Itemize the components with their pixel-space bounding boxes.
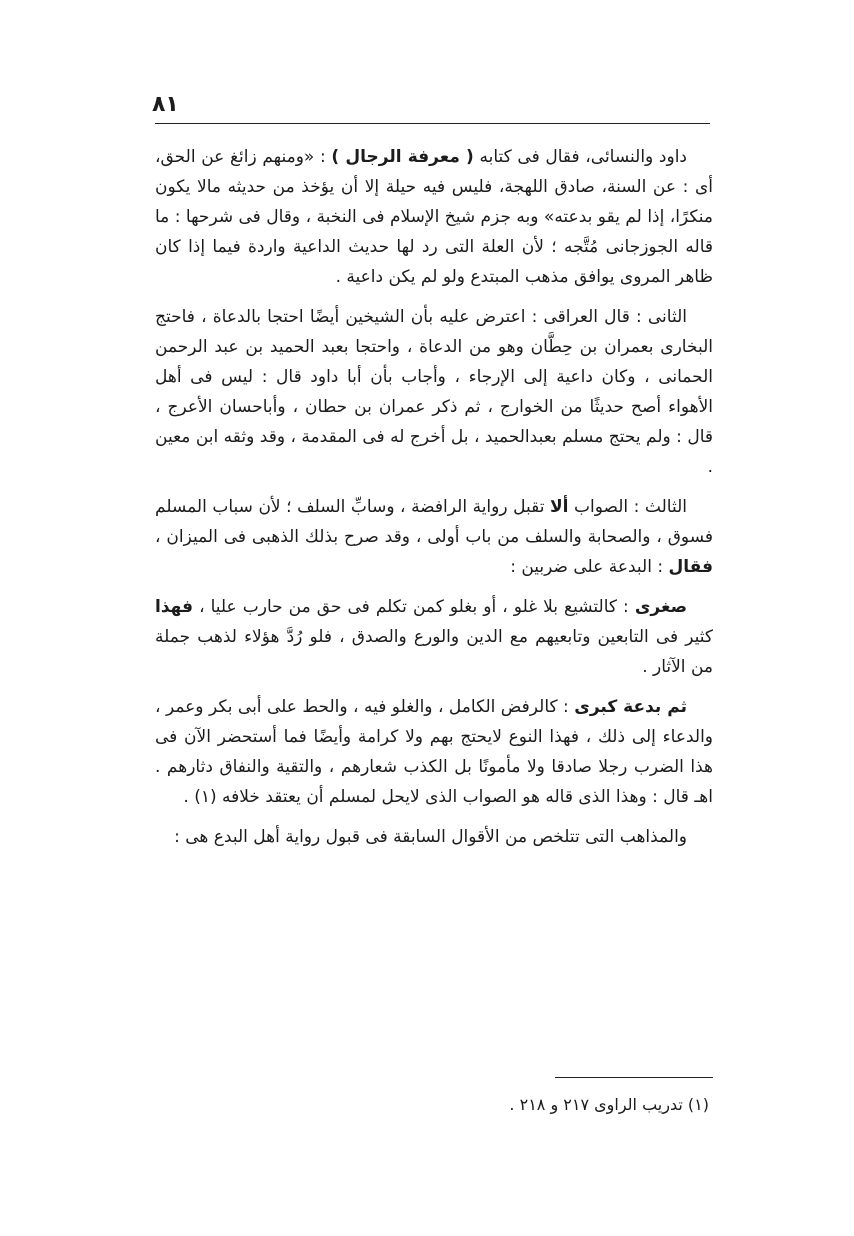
text-segment: : البدعة على ضربين : [510,557,669,577]
text-segment: تقبل رواية الرافضة ، وسابِّ السلف ؛ لأن سباب المسلم فسوق ، والصحابة والسلف من باب أولى ، وقد صرح بذلك الذهبى فى الميزان ، [155,497,713,547]
bold-text-segment: ثم بدعة كبرى [574,697,687,717]
text-segment: الثالث : الصواب [568,497,687,517]
text-segment: والمذاهب التى تتلخص من الأقوال السابقة فى قبول رواية أهل البدع هى : [174,827,687,847]
footnote-rule [555,1077,713,1078]
paragraph [155,142,713,292]
text-segment: كثير فى التابعين وتابعيهم مع الدين والورع والصدق ، فلو رُدَّ هؤلاء لذهب جملة من الآثار . [155,627,713,677]
bold-text-segment: صغرى [634,597,687,617]
paragraph [155,822,713,852]
paragraph [155,492,713,582]
bold-text-segment: ( معرفة الرجال ) [331,147,474,167]
text-segment: داود والنسائى، فقال فى كتابه [473,147,687,167]
text-segment: : «ومنهم زائغ عن الحق، أى : عن السنة، صادق اللهجة، فليس فيه حيلة إلا أن يؤخذ من حديثه مالا يكون منكرًا، إذا لم يقو بدعته» وبه جزم شيخ الإسلام فى النخبة ، وقال فى شرحها : ما قاله الجوزجانى مُتَّجه ؛ لأن العلة التى رد لها حديث الداعية واردة فيما إذا كان ظاهر المروى يوافق مذهب المبتدع ولو لم يكن داعية . [155,147,713,287]
bold-text-segment: فقال [668,557,713,577]
text-segment: : كالتشيع بلا غلو ، أو بغلو كمن تكلم فى حق من حارب عليا ، [193,597,635,617]
page-number: ٨١ [152,92,179,117]
bold-text-segment: ألا [549,497,569,517]
text-segment: الثانى : قال العراقى : اعترض عليه بأن الشيخين أيضًا احتجا بالدعاة ، فاحتج البخارى بعمران بن حِطَّان وهو من الدعاة ، واحتجا بعبد الحميد بن عبد الرحمن الحمانى ، وكان داعية إلى الإرجاء ، وأجاب بأن أبا داود قال : ليس فى أهل الأهواء أصح حديثًا من الخوارج ، ثم ذكر عمران بن حطان ، وأباحسان الأعرج ، قال : ولم يحتج مسلم بعبدالحميد ، بل أخرج له فى المقدمة ، وقد وثقه ابن معين . [155,307,713,477]
text-segment: : كالرفض الكامل ، والغلو فيه ، والحط على أبى بكر وعمر ، والدعاء إلى ذلك ، فهذا النوع لايحتج بهم ولا كرامة وأيضًا فما أستحضر الآن فى هذا الضرب رجلا صادقا ولا مأمونًا بل الكذب شعارهم ، والتقية والنفاق دثارهم . اهـ قال : وهذا الذى قاله هو الصواب الذى لايحل لمسلم أن يعتقد خلافه [155,697,713,807]
body-text [155,142,713,862]
bold-text-segment: فهذا [155,597,194,617]
text-segment: (١) . [183,787,223,807]
paragraph [155,592,713,682]
header-rule [155,123,710,124]
paragraph [155,302,713,482]
footnote: (١) تدريب الراوى ٢١٧ و ٢١٨ . [509,1095,709,1114]
paragraph [155,692,713,812]
